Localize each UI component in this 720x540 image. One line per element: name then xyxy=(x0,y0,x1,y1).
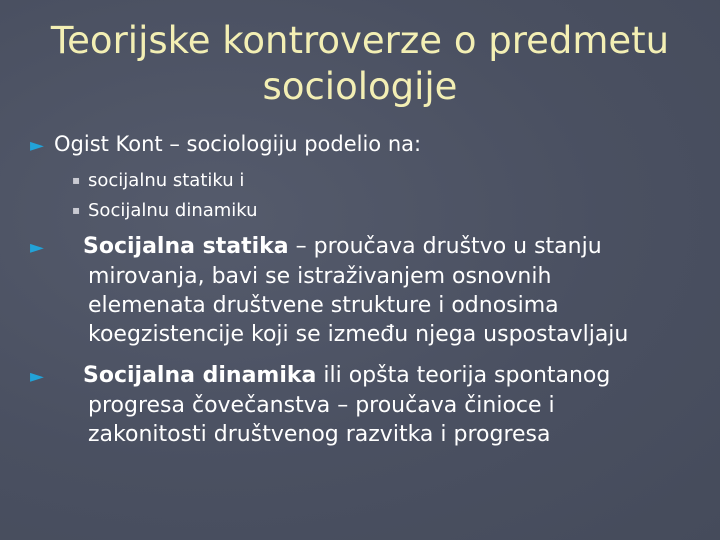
bullet-socijalna-statika xyxy=(30,232,670,349)
slide-title: Teorijske kontroverze o predmetu sociologije xyxy=(50,19,670,108)
triangle-right-icon: ► xyxy=(30,237,44,258)
bullet-text: Ogist Kont – sociologiju podelio na: xyxy=(54,132,422,156)
sub-bullet-statika xyxy=(72,170,244,191)
term-socijalna-dinamika: Socijalna dinamika xyxy=(83,363,317,388)
square-bullet-icon: ▪ xyxy=(72,173,81,187)
sub-bullet-dinamika xyxy=(72,200,258,221)
triangle-right-icon: ► xyxy=(30,366,44,387)
sub-bullet-text: socijalnu statiku i xyxy=(88,170,245,191)
bullet-ogist-kont xyxy=(30,132,421,156)
bullet-socijalna-dinamika xyxy=(30,361,670,449)
triangle-right-icon: ► xyxy=(30,135,44,156)
sub-bullet-text: Socijalnu dinamiku xyxy=(88,200,258,221)
bullet-text: – proučava društvo u stanju mirovanja, bavi se istraživanjem osnovnih elemenata društvene strukture i odnosima koegzistencije koji se između njega uspostavljaju xyxy=(88,234,629,347)
square-bullet-icon: ▪ xyxy=(72,203,81,217)
bullet-text: ili opšta teorija spontanog progresa čovečanstva – proučava činioce i zakonitosti društvenog razvitka i progresa xyxy=(88,363,611,447)
term-socijalna-statika: Socijalna statika xyxy=(83,234,289,259)
